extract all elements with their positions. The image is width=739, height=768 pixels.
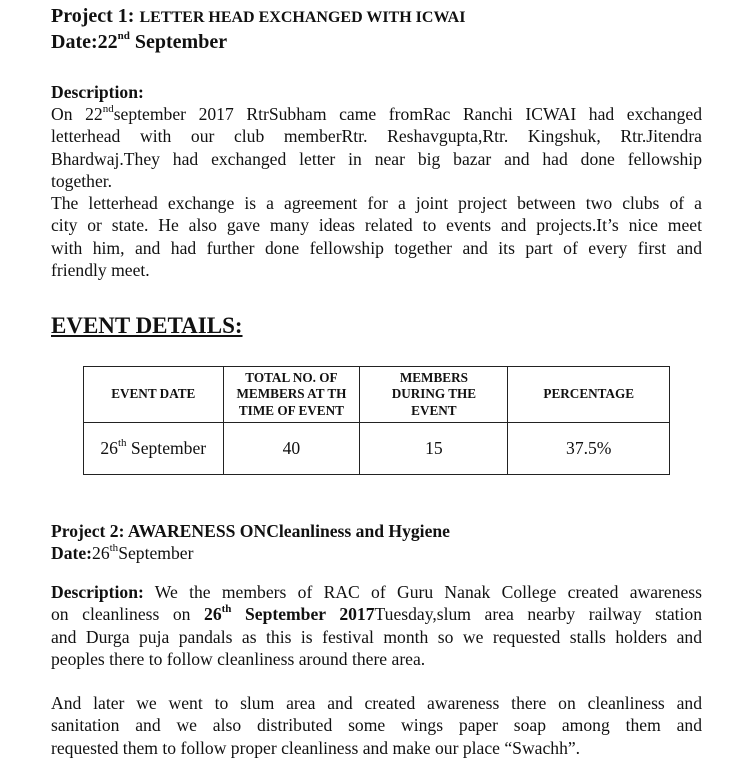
project2-desc-line-2 (51, 603, 702, 625)
table-header-row (84, 367, 670, 423)
project2-description-heading: Description: (51, 582, 144, 602)
cell-total-members: 40 (223, 423, 360, 475)
header-total-members (223, 367, 360, 423)
project1-date-sup: nd (117, 30, 130, 43)
cell-event-date (84, 423, 224, 475)
cell-date-month: September (126, 438, 207, 458)
project2-date (51, 542, 702, 564)
header-line: EVENT DATE (111, 386, 196, 402)
event-details-table (83, 366, 670, 475)
project1-date (51, 30, 702, 54)
project2-para2-line-3: requested them to follow proper cleanliness and make our place “Swachh”. (51, 737, 581, 758)
desc-line1-a: On 22 (51, 104, 103, 124)
header-line: TOTAL NO. OF (245, 369, 338, 385)
project1-title-text: LETTER HEAD EXCHANGED WITH ICWAI (139, 9, 466, 26)
project1-desc-line-5: The letterhead exchange is a agreement for a joint project between two clubs of a (51, 193, 702, 214)
project1-date-label: Date:22 (51, 31, 118, 53)
table-row (84, 423, 670, 475)
header-event-date (84, 367, 224, 423)
project1-desc-line-8: friendly meet. (51, 260, 150, 281)
project2-desc-line-4: peoples there to follow cleanliness around there area. (51, 648, 426, 669)
project1-desc-line-7: with him, and had further done fellowship together and its part of every first and (51, 237, 702, 258)
project1-title (51, 4, 702, 30)
cell-date-sup: th (117, 437, 127, 450)
header-line: PERCENTAGE (543, 386, 635, 402)
project2-line2-post: Tuesday,slum area nearby railway station (374, 604, 703, 625)
project2-date-sup: th (109, 542, 119, 555)
project2-para2-line-2: sanitation and we also distributed some wings paper soap among them and (51, 715, 702, 736)
project1-title-prefix: Project 1: (51, 5, 140, 27)
header-line: DURING THE (391, 386, 477, 402)
project2-line2-bold2: September 2017 (231, 604, 375, 625)
project1-description-heading: Description: (51, 82, 144, 102)
header-line: MEMBERS AT TH (236, 386, 347, 402)
header-percentage (508, 367, 670, 423)
header-line: MEMBERS (399, 369, 468, 385)
header-line: EVENT (411, 402, 457, 418)
project2-date-month: September (118, 543, 194, 563)
project1-desc-line-1 (51, 103, 702, 125)
project2-line2-pre: on cleanliness on (51, 604, 205, 625)
project2-para2-line-1: And later we went to slum area and created awareness there on cleanliness and (51, 693, 702, 714)
cell-date-num: 26 (100, 438, 118, 458)
project1-desc-line-2: letterhead with our club memberRtr. Reshavgupta,Rtr. Kingshuk, Rtr.Jitendra (51, 126, 702, 147)
project2-title: Project 2: AWARENESS ONCleanliness and Hygiene (51, 521, 450, 541)
project2-section (51, 520, 702, 759)
event-details-heading: EVENT DETAILS: (51, 313, 243, 339)
project2-line2-sup: th (221, 603, 232, 616)
project2-desc-line-3: and Durga puja pandals as this is festival month so we requested stalls holders and (51, 626, 702, 647)
project2-desc-line-1 (51, 581, 702, 603)
project1-date-month: September (129, 31, 228, 53)
header-members-during (360, 367, 508, 423)
header-line: TIME OF EVENT (238, 402, 344, 418)
desc-line1-b: september 2017 RtrSubham came fromRac Ranchi ICWAI had exchanged (113, 104, 702, 124)
project2-desc-text: We the members of RAC of Guru Nanak College created awareness (143, 582, 702, 602)
project2-date-label: Date: (51, 543, 93, 563)
document-page (51, 4, 703, 758)
project2-date-num: 26 (92, 543, 110, 563)
project2-line2-bold: 26 (204, 604, 222, 625)
desc-line1-sup: nd (102, 103, 114, 116)
project1-desc-line-3: Bhardwaj.They had exchanged letter in near big bazar and had done fellowship (51, 148, 702, 169)
project1-desc-line-6: city or state. He also gave many ideas related to events and projects.It’s nice meet (51, 215, 702, 236)
cell-members-during: 15 (360, 423, 508, 475)
cell-percentage: 37.5% (508, 423, 670, 475)
project1-desc-line-4: together. (51, 170, 113, 191)
